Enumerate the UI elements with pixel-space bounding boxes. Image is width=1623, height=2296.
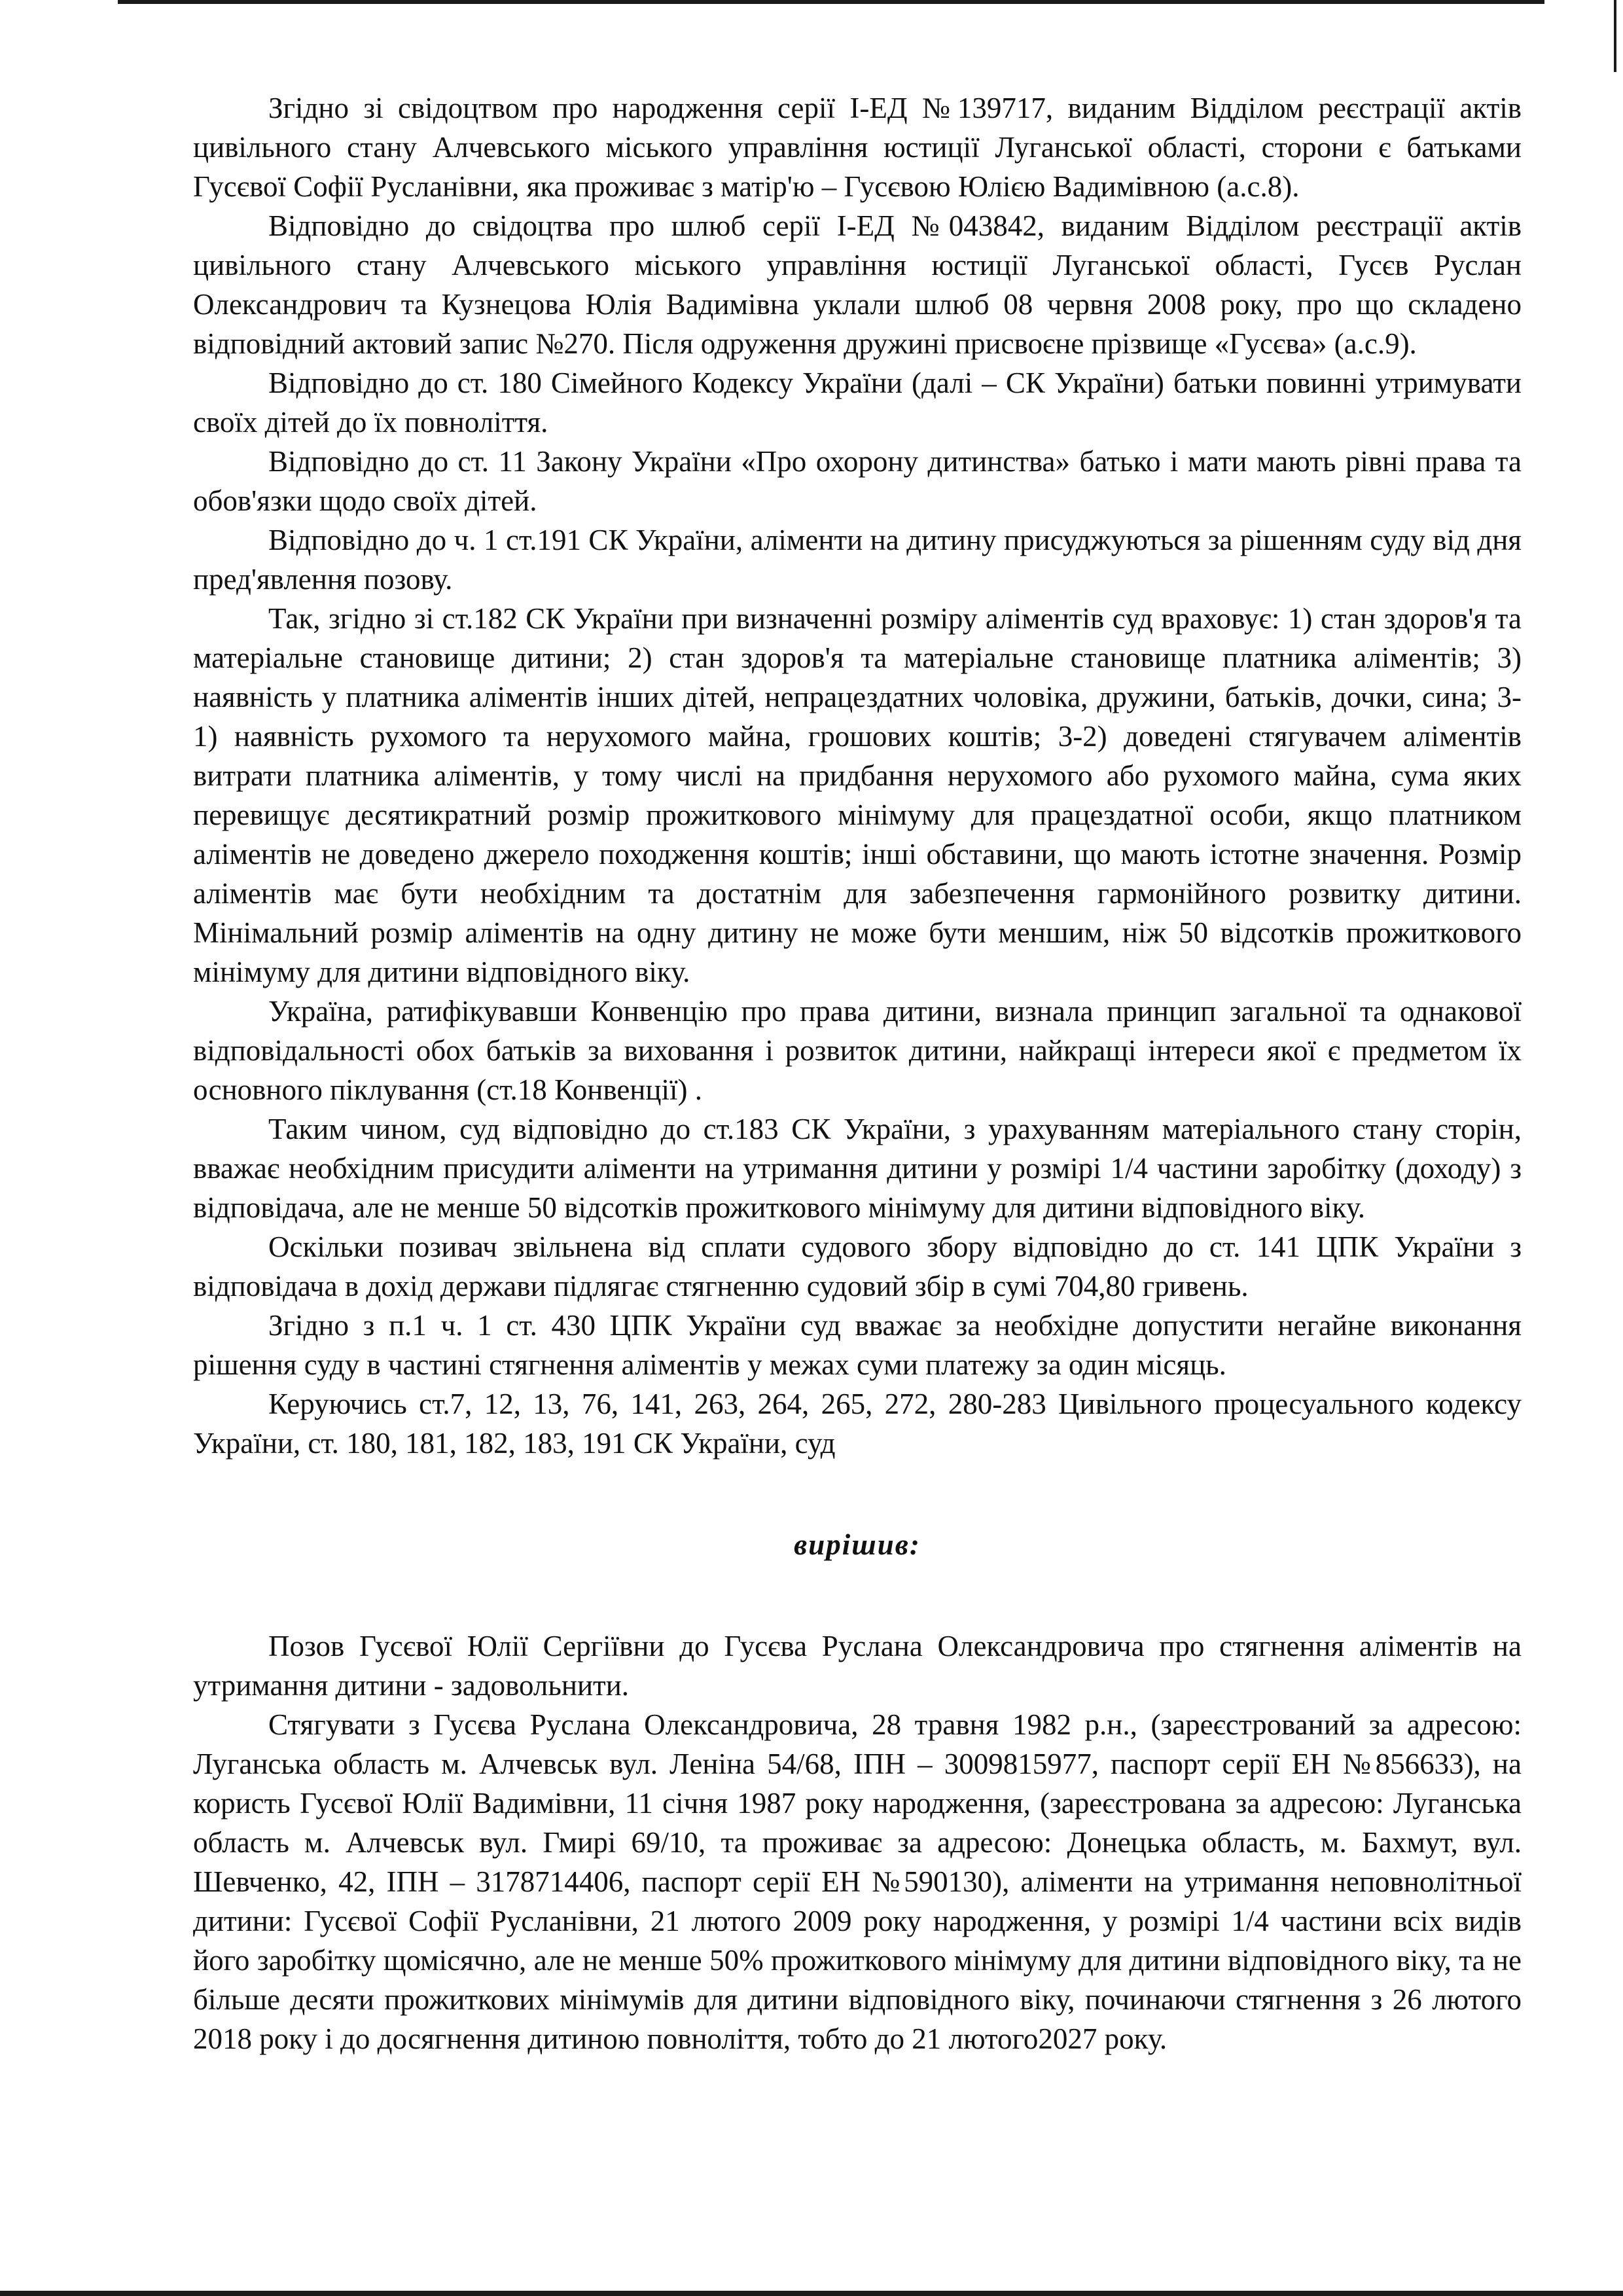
scan-bottom-border: [0, 2291, 1623, 2296]
paragraph-claim-granted: Позов Гусєвої Юлії Сергіївни до Гусєва Руслана Олександровича про стягнення аліментів на утримання дитини - задовольнити.: [193, 1630, 1522, 1702]
paragraph-convention: Україна, ратифікувавши Конвенцію про права дитини, визнала принцип загальної та однакової відповідальності обох батьків за виховання і розвиток дитини, найкращі інтереси якої є предметом їх основного піклування (ст.18 Конвенції) .: [193, 995, 1522, 1106]
decision-title: вирішив:: [794, 1528, 921, 1561]
paragraph-guided-by: Керуючись ст.7, 12, 13, 76, 141, 263, 264, 265, 272, 280-283 Цивільного процесуального кодексу України, ст. 180, 181, 182, 183, 191 СК України, суд: [193, 1388, 1522, 1460]
paragraph-family-code-180: Відповідно до ст. 180 Сімейного Кодексу України (далі – СК України) батьки повинні утримувати своїх дітей до їх повноліття.: [193, 367, 1522, 439]
paragraph-family-code-191: Відповідно до ч. 1 ст.191 СК України, аліменти на дитину присуджуються за рішенням суду від дня пред'явлення позову.: [193, 524, 1522, 596]
paragraph-childhood-law: Відповідно до ст. 11 Закону України «Про охорону дитинства» батько і мати мають рівні права та обов'язки щодо своїх дітей.: [193, 445, 1522, 517]
paragraph-family-code-183: Таким чином, суд відповідно до ст.183 СК України, з урахуванням матеріального стану сторін, вважає необхідним присудити аліменти на утримання дитини у розмірі 1/4 частини заробітку (доходу) з відповідача, але не менше 50 відсотків прожиткового мінімуму для дитини відповідного віку.: [193, 1113, 1522, 1224]
document-page: [193, 88, 1522, 2058]
paragraph-birth-certificate: Згідно зі свідоцтвом про народження серії І-ЕД №139717, виданим Відділом реєстрації актів цивільного стану Алчевського міського управління юстиції Луганської області, сторони є батьками Гусєвої Софії Русланівни, яка проживає з матір'ю – Гусєвою Юлією Вадимівною (а.с.8).: [193, 92, 1522, 203]
scan-top-border: [118, 0, 1544, 4]
paragraph-court-fee: Оскільки позивач звільнена від сплати судового збору відповідно до ст. 141 ЦПК України з відповідача в дохід держави підлягає стягненню судовий збір в сумі 704,80 гривень.: [193, 1230, 1522, 1302]
paragraph-family-code-182: Так, згідно зі ст.182 СК України при визначенні розміру аліментів суд враховує: 1) стан здоров'я та матеріальне становище дитини; 2) стан здоров'я та матеріальне становище платника аліментів; 3) наявність у платника аліментів інших дітей, непрацездатних чоловіка, дружини, батьків, дочки, сина; 3-1) наявність рухомого та нерухомого майна, грошових коштів; 3-2) доведені стягувачем аліментів витрати платника аліментів, у тому числі на придбання нерухомого або рухомого майна, сума яких перевищує десятикратний розмір прожиткового мінімуму для працездатної особи, якщо платником аліментів не доведено джерело походження коштів; інші обставини, що мають істотне значення. Розмір аліментів має бути необхідним та достатнім для забезпечення гармонійного розвитку дитини. Мінімальний розмір аліментів на одну дитину не може бути меншим, ніж 50 відсотків прожиткового мінімуму для дитини відповідного віку.: [193, 602, 1522, 988]
scan-right-edge: [1614, 0, 1616, 72]
paragraph-immediate-execution: Згідно з п.1 ч. 1 ст. 430 ЦПК України суд вважає за необхідне допустити негайне виконання рішення суду в частині стягнення аліментів у межах суми платежу за один місяць.: [193, 1309, 1522, 1381]
paragraph-marriage-certificate: Відповідно до свідоцтва про шлюб серії І-ЕД №043842, виданим Відділом реєстрації актів цивільного стану Алчевського міського управління юстиції Луганської області, Гусєв Руслан Олександрович та Кузнецова Юлія Вадимівна уклали шлюб 08 червня 2008 року, про що складено відповідний актовий запис №270. Після одруження дружині присвоєне прізвище «Гусєва» (а.с.9).: [193, 209, 1522, 360]
paragraph-alimony-order: Стягувати з Гусєва Руслана Олександровича, 28 травня 1982 р.н., (зареєстрований за адресою: Луганська область м. Алчевськ вул. Леніна 54/68, ІПН – 3009815977, паспорт серії ЕН №856633), на користь Гусєвої Юлії Вадимівни, 11 січня 1987 року народження, (зареєстрована за адресою: Луганська область м. Алчевськ вул. Гмирі 69/10, та проживає за адресою: Донецька область, м. Бахмут, вул. Шевченко, 42, ІПН – 3178714406, паспорт серії ЕН №590130), аліменти на утримання неповнолітньої дитини: Гусєвої Софії Русланівни, 21 лютого 2009 року народження, у розмірі 1/4 частини всіх видів його заробітку щомісячно, але не менше 50% прожиткового мінімуму для дитини відповідного віку, та не більше десяти прожиткових мінімумів для дитини відповідного віку, починаючи стягнення з 26 лютого 2018 року і до досягнення дитиною повноліття, тобто до 21 лютого2027 року.: [193, 1708, 1522, 2055]
